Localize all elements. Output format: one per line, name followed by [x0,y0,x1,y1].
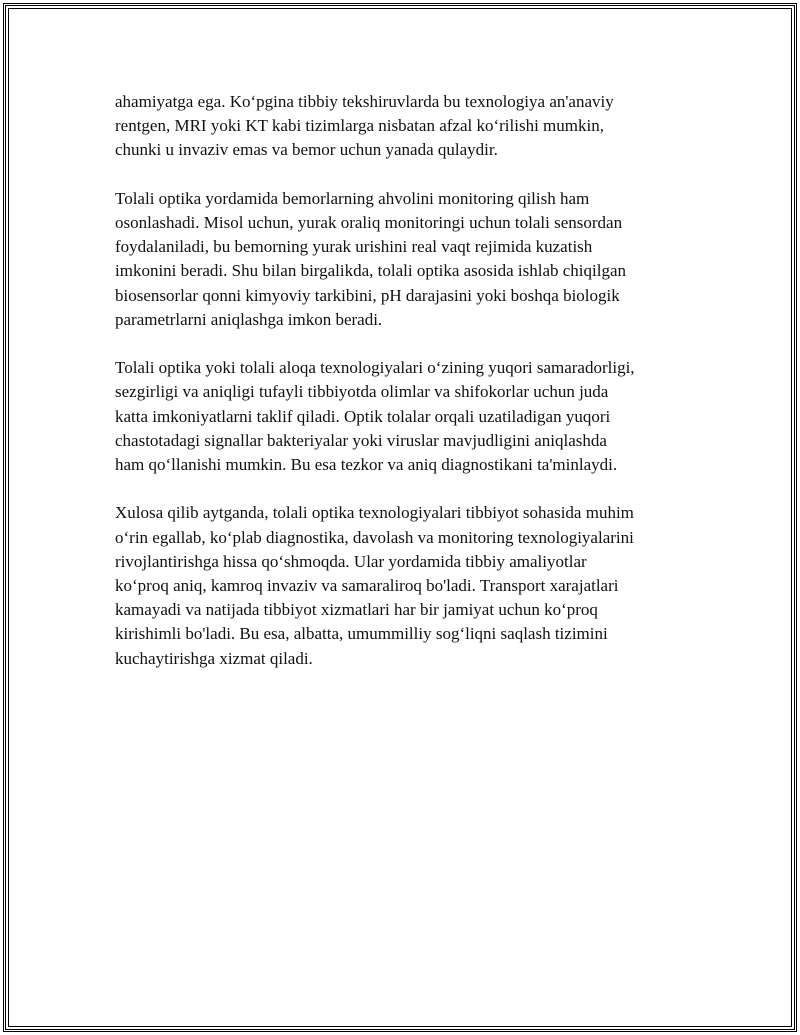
text-line: ham qoʻllanishi mumkin. Bu esa tezkor va aniq diagnostikani ta'minlaydi. [115,455,618,475]
text-line: chastotadagi signallar bakteriyalar yoki viruslar mavjudligini aniqlashda [115,430,607,450]
text-line: katta imkoniyatlarni taklif qiladi. Optik tolalar orqali uzatiladigan yuqori [115,406,611,426]
text-line: kirishimli bo'ladi. Bu esa, albatta, umummilliy sogʻliqni saqlash tizimini [115,624,608,644]
text-line: foydalaniladi, bu bemorning yurak urishini real vaqt rejimida kuzatish [115,237,593,257]
paragraph-4 [115,501,690,670]
text-line: rentgen, MRI yoki KT kabi tizimlarga nisbatan afzal koʻrilishi mumkin, [115,116,604,136]
text-line: Tolali optika yordamida bemorlarning ahvolini monitoring qilish ham [115,188,590,208]
text-line: Xulosa qilib aytganda, tolali optika texnologiyalari tibbiyot sohasida muhim [115,503,634,523]
text-line: kamayadi va natijada tibbiyot xizmatlari har bir jamiyat uchun koʻproq [115,600,598,620]
text-line: kuchaytirishga xizmat qiladi. [115,648,313,668]
paragraph-3 [115,356,690,477]
text-line: koʻproq aniq, kamroq invaziv va samaraliroq bo'ladi. Transport xarajatlari [115,576,619,596]
text-line: osonlashadi. Misol uchun, yurak oraliq monitoringi uchun tolali sensordan [115,213,623,232]
document-body [115,90,690,695]
text-line: ahamiyatga ega. Koʻpgina tibbiy tekshiruvlarda bu texnologiya an'anaviy [115,92,614,111]
paragraph-2 [115,187,690,332]
text-line: biosensorlar qonni kimyoviy tarkibini, pH darajasini yoki boshqa biologik [115,285,620,305]
text-line: rivojlantirishga hissa qoʻshmoqda. Ular yordamida tibbiy amaliyotlar [115,551,587,571]
text-line: sezgirligi va aniqligi tufayli tibbiyotda olimlar va shifokorlar uchun juda [115,382,609,402]
text-line: chunki u invaziv emas va bemor uchun yanada qulaydir. [115,140,498,160]
text-line: parametrlarni aniqlashga imkon beradi. [115,309,383,329]
text-line: imkonini beradi. Shu bilan birgalikda, tolali optika asosida ishlab chiqilgan [115,261,627,281]
text-line: oʻrin egallab, koʻplab diagnostika, davolash va monitoring texnologiyalarini [115,527,634,547]
paragraph-1 [115,90,690,163]
text-line: Tolali optika yoki tolali aloqa texnologiyalari oʻzining yuqori samaradorligi, [115,358,635,378]
